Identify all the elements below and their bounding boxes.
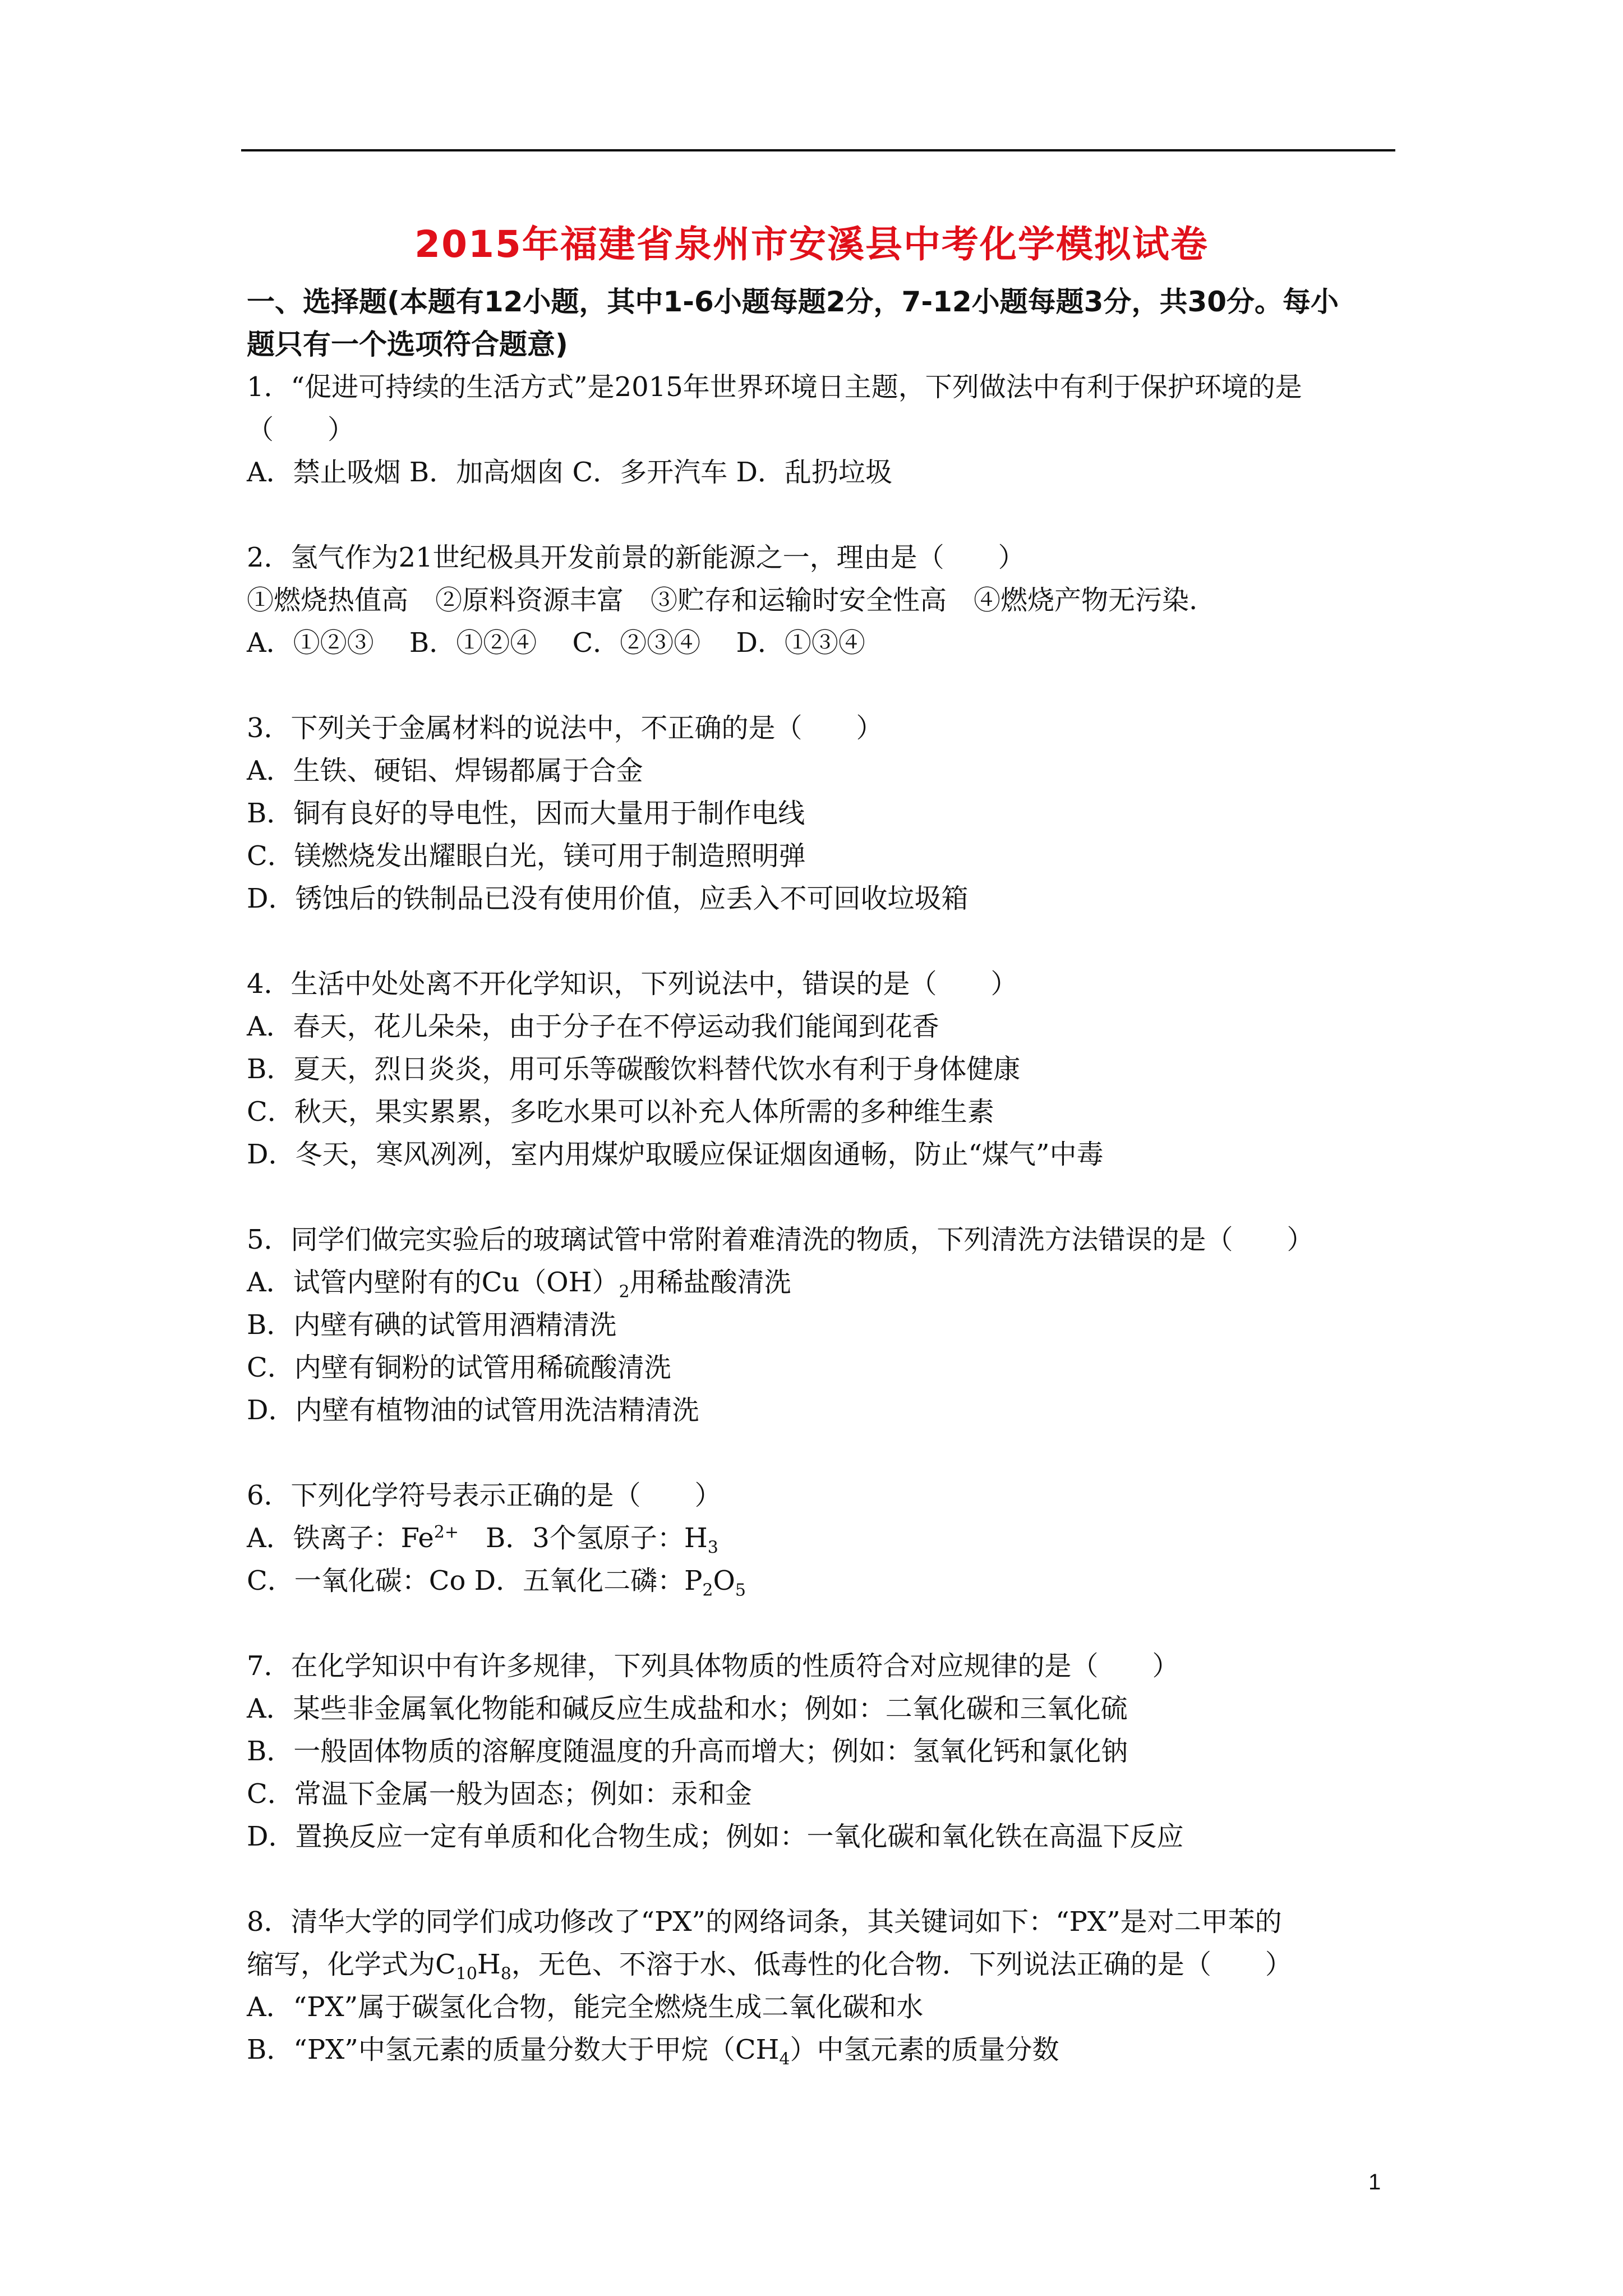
question-4-option-b: B．夏天，烈日炎炎，用可乐等碳酸饮料替代饮水有利于身体健康 xyxy=(247,1053,1021,1085)
question-4-option-d: D．冬天，寒风冽冽，室内用煤炉取暖应保证烟囱通畅，防止“煤气”中毒 xyxy=(247,1139,1104,1170)
header-rule xyxy=(241,149,1395,151)
question-8-option-b-text: B．“PX”中氢元素的质量分数大于甲烷（CH xyxy=(247,2034,780,2065)
question-3-option-c: C．镁燃烧发出耀眼白光，镁可用于制造照明弹 xyxy=(247,840,806,872)
question-3-option-a: A．生铁、硬铝、焊锡都属于合金 xyxy=(247,755,643,786)
question-5-option-b: B．内壁有碘的试管用酒精清洗 xyxy=(247,1309,617,1341)
page-title: 2015年福建省泉州市安溪县中考化学模拟试卷 xyxy=(414,223,1209,266)
question-5-option-d: D．内壁有植物油的试管用洗洁精清洗 xyxy=(247,1395,699,1426)
question-6-options-cd xyxy=(247,1559,1396,1602)
subscript: 5 xyxy=(735,1580,746,1600)
question-7-option-a: A．某些非金属氧化物能和碱反应生成盐和水；例如：二氧化碳和三氧化硫 xyxy=(247,1693,1128,1724)
subscript: 2 xyxy=(619,1282,630,1302)
question-8-stem: 8．清华大学的同学们成功修改了“PX”的网络词条，其关键词如下：“PX”是对二甲苯的 xyxy=(247,1906,1282,1938)
question-3-option-d: D．锈蚀后的铁制品已没有使用价值，应丢入不可回收垃圾箱 xyxy=(247,883,969,914)
question-3-option-b: B．铜有良好的导电性，因而大量用于制作电线 xyxy=(247,798,805,829)
page-number: 1 xyxy=(1368,2170,1381,2194)
question-5-option-c: C．内壁有铜粉的试管用稀硫酸清洗 xyxy=(247,1352,671,1383)
question-1-options: A．禁止吸烟 B．加高烟囱 C．多开汽车 D．乱扔垃圾 xyxy=(247,457,892,488)
question-6 xyxy=(247,1474,1396,1602)
question-4-option-c: C．秋天，果实累累，多吃水果可以补充人体所需的多种维生素 xyxy=(247,1096,994,1128)
question-2-items: ①燃烧热值高 ②原料资源丰富 ③贮存和运输时安全性高 ④燃烧产物无污染. xyxy=(247,585,1198,616)
question-8 xyxy=(247,1901,1396,2071)
question-8-stem-text: 缩写，化学式为C xyxy=(247,1949,456,1980)
question-4 xyxy=(247,963,1396,1176)
question-7 xyxy=(247,1645,1396,1858)
question-6-stem: 6．下列化学符号表示正确的是（ ） xyxy=(247,1480,722,1511)
section-heading xyxy=(247,280,1396,366)
question-7-option-d: D．置换反应一定有单质和化合物生成；例如：一氧化碳和氧化铁在高温下反应 xyxy=(247,1821,1184,1852)
question-1-stem: 1．“促进可持续的生活方式”是2015年世界环境日主题，下列做法中有利于保护环境的是 xyxy=(247,371,1302,403)
question-1-stem-cont: （ ） xyxy=(247,414,355,445)
question-4-option-a: A．春天，花儿朵朵，由于分子在不停运动我们能闻到花香 xyxy=(247,1011,939,1042)
question-3 xyxy=(247,707,1396,920)
subscript: 2 xyxy=(702,1580,713,1600)
question-3-stem: 3．下列关于金属材料的说法中，不正确的是（ ） xyxy=(247,712,883,744)
subscript: 8 xyxy=(500,1964,511,1984)
section-heading-line-2: 题只有一个选项符合题意) xyxy=(247,328,568,361)
question-2-options: A．①②③ B．①②④ C．②③④ D．①③④ xyxy=(247,627,865,659)
question-2-stem: 2．氢气作为21世纪极具开发前景的新能源之一，理由是（ ） xyxy=(247,542,1025,573)
question-5 xyxy=(247,1218,1396,1432)
question-8-option-b xyxy=(247,2028,1396,2071)
question-7-stem: 7．在化学知识中有许多规律，下列具体物质的性质符合对应规律的是（ ） xyxy=(247,1650,1179,1682)
question-8-option-a: A．“PX”属于碳氢化合物，能完全燃烧生成二氧化碳和水 xyxy=(247,1991,924,2023)
question-5-option-a-text: A．试管内壁附有的Cu（OH） xyxy=(247,1267,619,1298)
question-6-option-a: A．铁离子：Fe xyxy=(247,1522,434,1554)
section-heading-line-1: 一、选择题(本题有12小题，其中1-6小题每题2分，7-12小题每题3分，共30分。每小 xyxy=(247,286,1339,318)
question-5-stem: 5．同学们做完实验后的玻璃试管中常附着难清洗的物质，下列清洗方法错误的是（ ） xyxy=(247,1224,1314,1255)
question-2 xyxy=(247,536,1396,664)
question-6-options-ab xyxy=(247,1517,1396,1559)
exam-content xyxy=(247,280,1396,2071)
question-7-option-b: B．一般固体物质的溶解度随温度的升高而增大；例如：氢氧化钙和氯化钠 xyxy=(247,1736,1128,1767)
element-symbol: H xyxy=(477,1949,501,1980)
question-7-option-c: C．常温下金属一般为固态；例如：汞和金 xyxy=(247,1778,752,1810)
subscript: 10 xyxy=(455,1964,477,1984)
question-8-stem-text-end: ，无色、不溶于水、低毒性的化合物．下列说法正确的是（ ） xyxy=(511,1949,1292,1980)
question-5-option-a-text-end: 用稀盐酸清洗 xyxy=(629,1267,791,1298)
subscript: 3 xyxy=(707,1538,718,1558)
question-8-stem-cont xyxy=(247,1943,1396,1986)
question-4-stem: 4．生活中处处离不开化学知识，下列说法中，错误的是（ ） xyxy=(247,968,1018,1000)
question-5-option-a xyxy=(247,1261,1396,1304)
question-6-option-c: C．一氧化碳：Co D．五氧化二磷：P xyxy=(247,1565,703,1596)
question-6-option-b: B．3个氢原子：H xyxy=(459,1522,708,1554)
question-1 xyxy=(247,366,1396,494)
superscript: 2+ xyxy=(434,1522,459,1542)
subscript: 4 xyxy=(779,2049,790,2069)
element-symbol: O xyxy=(713,1565,735,1596)
question-8-option-b-text-end: ）中氢元素的质量分数 xyxy=(790,2034,1059,2065)
